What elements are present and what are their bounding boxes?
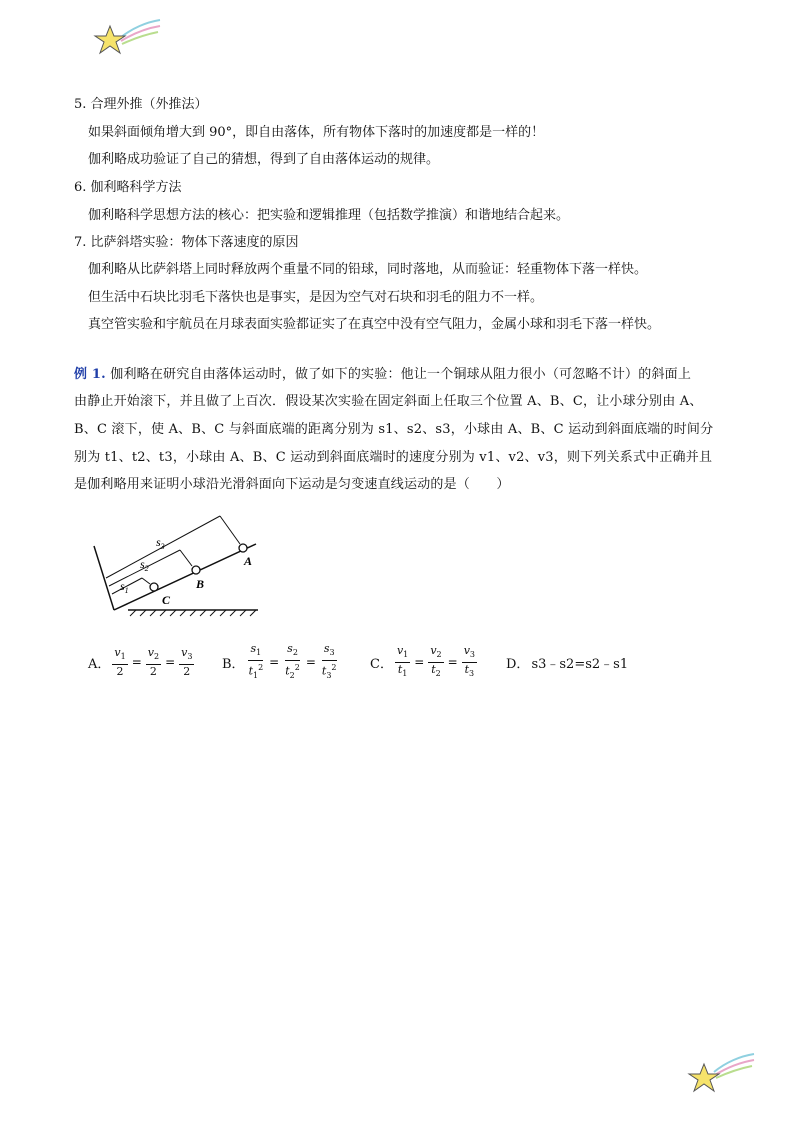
- fraction: $\frac{s_2}{t_2^2}$: [285, 642, 300, 680]
- equals-sign: =: [165, 655, 176, 669]
- section-heading: 6. 伽利略科学方法: [74, 180, 182, 195]
- text-line: 但生活中石块比羽毛下落快也是事实，是因为空气对石块和羽毛的阻力不一样。: [88, 290, 544, 305]
- shooting-star-icon: [686, 1050, 756, 1096]
- fraction: $\frac{v_2}{2}$: [147, 646, 160, 678]
- example-label: 例 1.: [74, 367, 106, 382]
- incline-diagram: [88, 506, 268, 618]
- option-text: s3﹣s2=s2﹣s1: [531, 656, 629, 672]
- shooting-star-icon: [92, 16, 162, 58]
- ball-a: [239, 544, 247, 552]
- option-label: A．: [88, 656, 111, 672]
- equals-sign: =: [305, 655, 316, 669]
- example-line: 由静止开始滚下，并且做了上百次．假设某次实验在固定斜面上任取三个位置 A、B、C，让小球分别由 A、: [74, 394, 703, 409]
- option-d[interactable]: [506, 640, 628, 684]
- option-a[interactable]: [88, 640, 196, 684]
- text-line: 伽利略科学思想方法的核心：把实验和逻辑推理（包括数学推演）和谐地结合起来。: [88, 208, 570, 223]
- option-label: D．: [506, 656, 530, 672]
- fraction: $\frac{v_2}{t_2}$: [430, 644, 442, 678]
- option-label: C．: [370, 656, 393, 672]
- option-label: B．: [222, 656, 245, 672]
- ball-c: [150, 583, 158, 591]
- fraction: $\frac{v_1}{t_1}$: [396, 644, 409, 678]
- distance-label: $s_1$: [120, 579, 129, 595]
- option-b[interactable]: [222, 640, 341, 684]
- point-label: A: [244, 554, 253, 568]
- point-label: C: [162, 593, 171, 607]
- ball-b: [192, 566, 200, 574]
- section-heading: 5. 合理外推（外推法）: [74, 97, 208, 112]
- section-heading: 7. 比萨斜塔实验：物体下落速度的原因: [74, 235, 299, 250]
- fraction: $\frac{v_3}{t_3}$: [463, 644, 476, 678]
- distance-label: $s_3$: [156, 535, 165, 551]
- equals-sign: =: [447, 655, 458, 669]
- fraction: $\frac{v_1}{2}$: [114, 646, 126, 678]
- example-line: [74, 367, 691, 383]
- text-line: 真空管实验和宇航员在月球表面实验都证实了在真空中没有空气阻力，金属小球和羽毛下落一样快。: [88, 317, 661, 332]
- example-line: B、C 滚下，使 A、B、C 与斜面底端的距离分别为 s1、s2、s3，小球由 A、B、C 运动到斜面底端的时间分: [74, 422, 714, 437]
- example-text: 伽利略在研究自由落体运动时，做了如下的实验：他让一个铜球从阻力很小（可忽略不计）的斜面上: [110, 367, 692, 382]
- distance-label: $s_2$: [140, 557, 149, 573]
- fraction: $\frac{v_3}{2}$: [181, 646, 193, 678]
- text-line: 伽利略从比萨斜塔上同时释放两个重量不同的铅球，同时落地，从而验证：轻重物体下落一样快。: [88, 262, 648, 277]
- fraction: $\frac{s_3}{t_3^2}$: [321, 642, 337, 680]
- example-line: 是伽利略用来证明小球沿光滑斜面向下运动是匀变速直线运动的是（ ）: [74, 477, 510, 492]
- equals-sign: =: [131, 655, 142, 669]
- equals-sign: =: [269, 655, 280, 669]
- text-line: 如果斜面倾角增大到 90°，即自由落体，所有物体下落时的加速度都是一样的！: [88, 125, 545, 140]
- option-c[interactable]: [370, 640, 479, 684]
- example-line: 别为 t1、t2、t3，小球由 A、B、C 运动到斜面底端时的速度分别为 v1、v2、v3，则下列关系式中正确并且: [74, 450, 713, 465]
- text-line: 伽利略成功验证了自己的猜想，得到了自由落体运动的规律。: [88, 152, 440, 167]
- equals-sign: =: [414, 655, 425, 669]
- fraction: $\frac{s_1}{t_1^2}$: [248, 642, 264, 680]
- point-label: B: [196, 577, 205, 591]
